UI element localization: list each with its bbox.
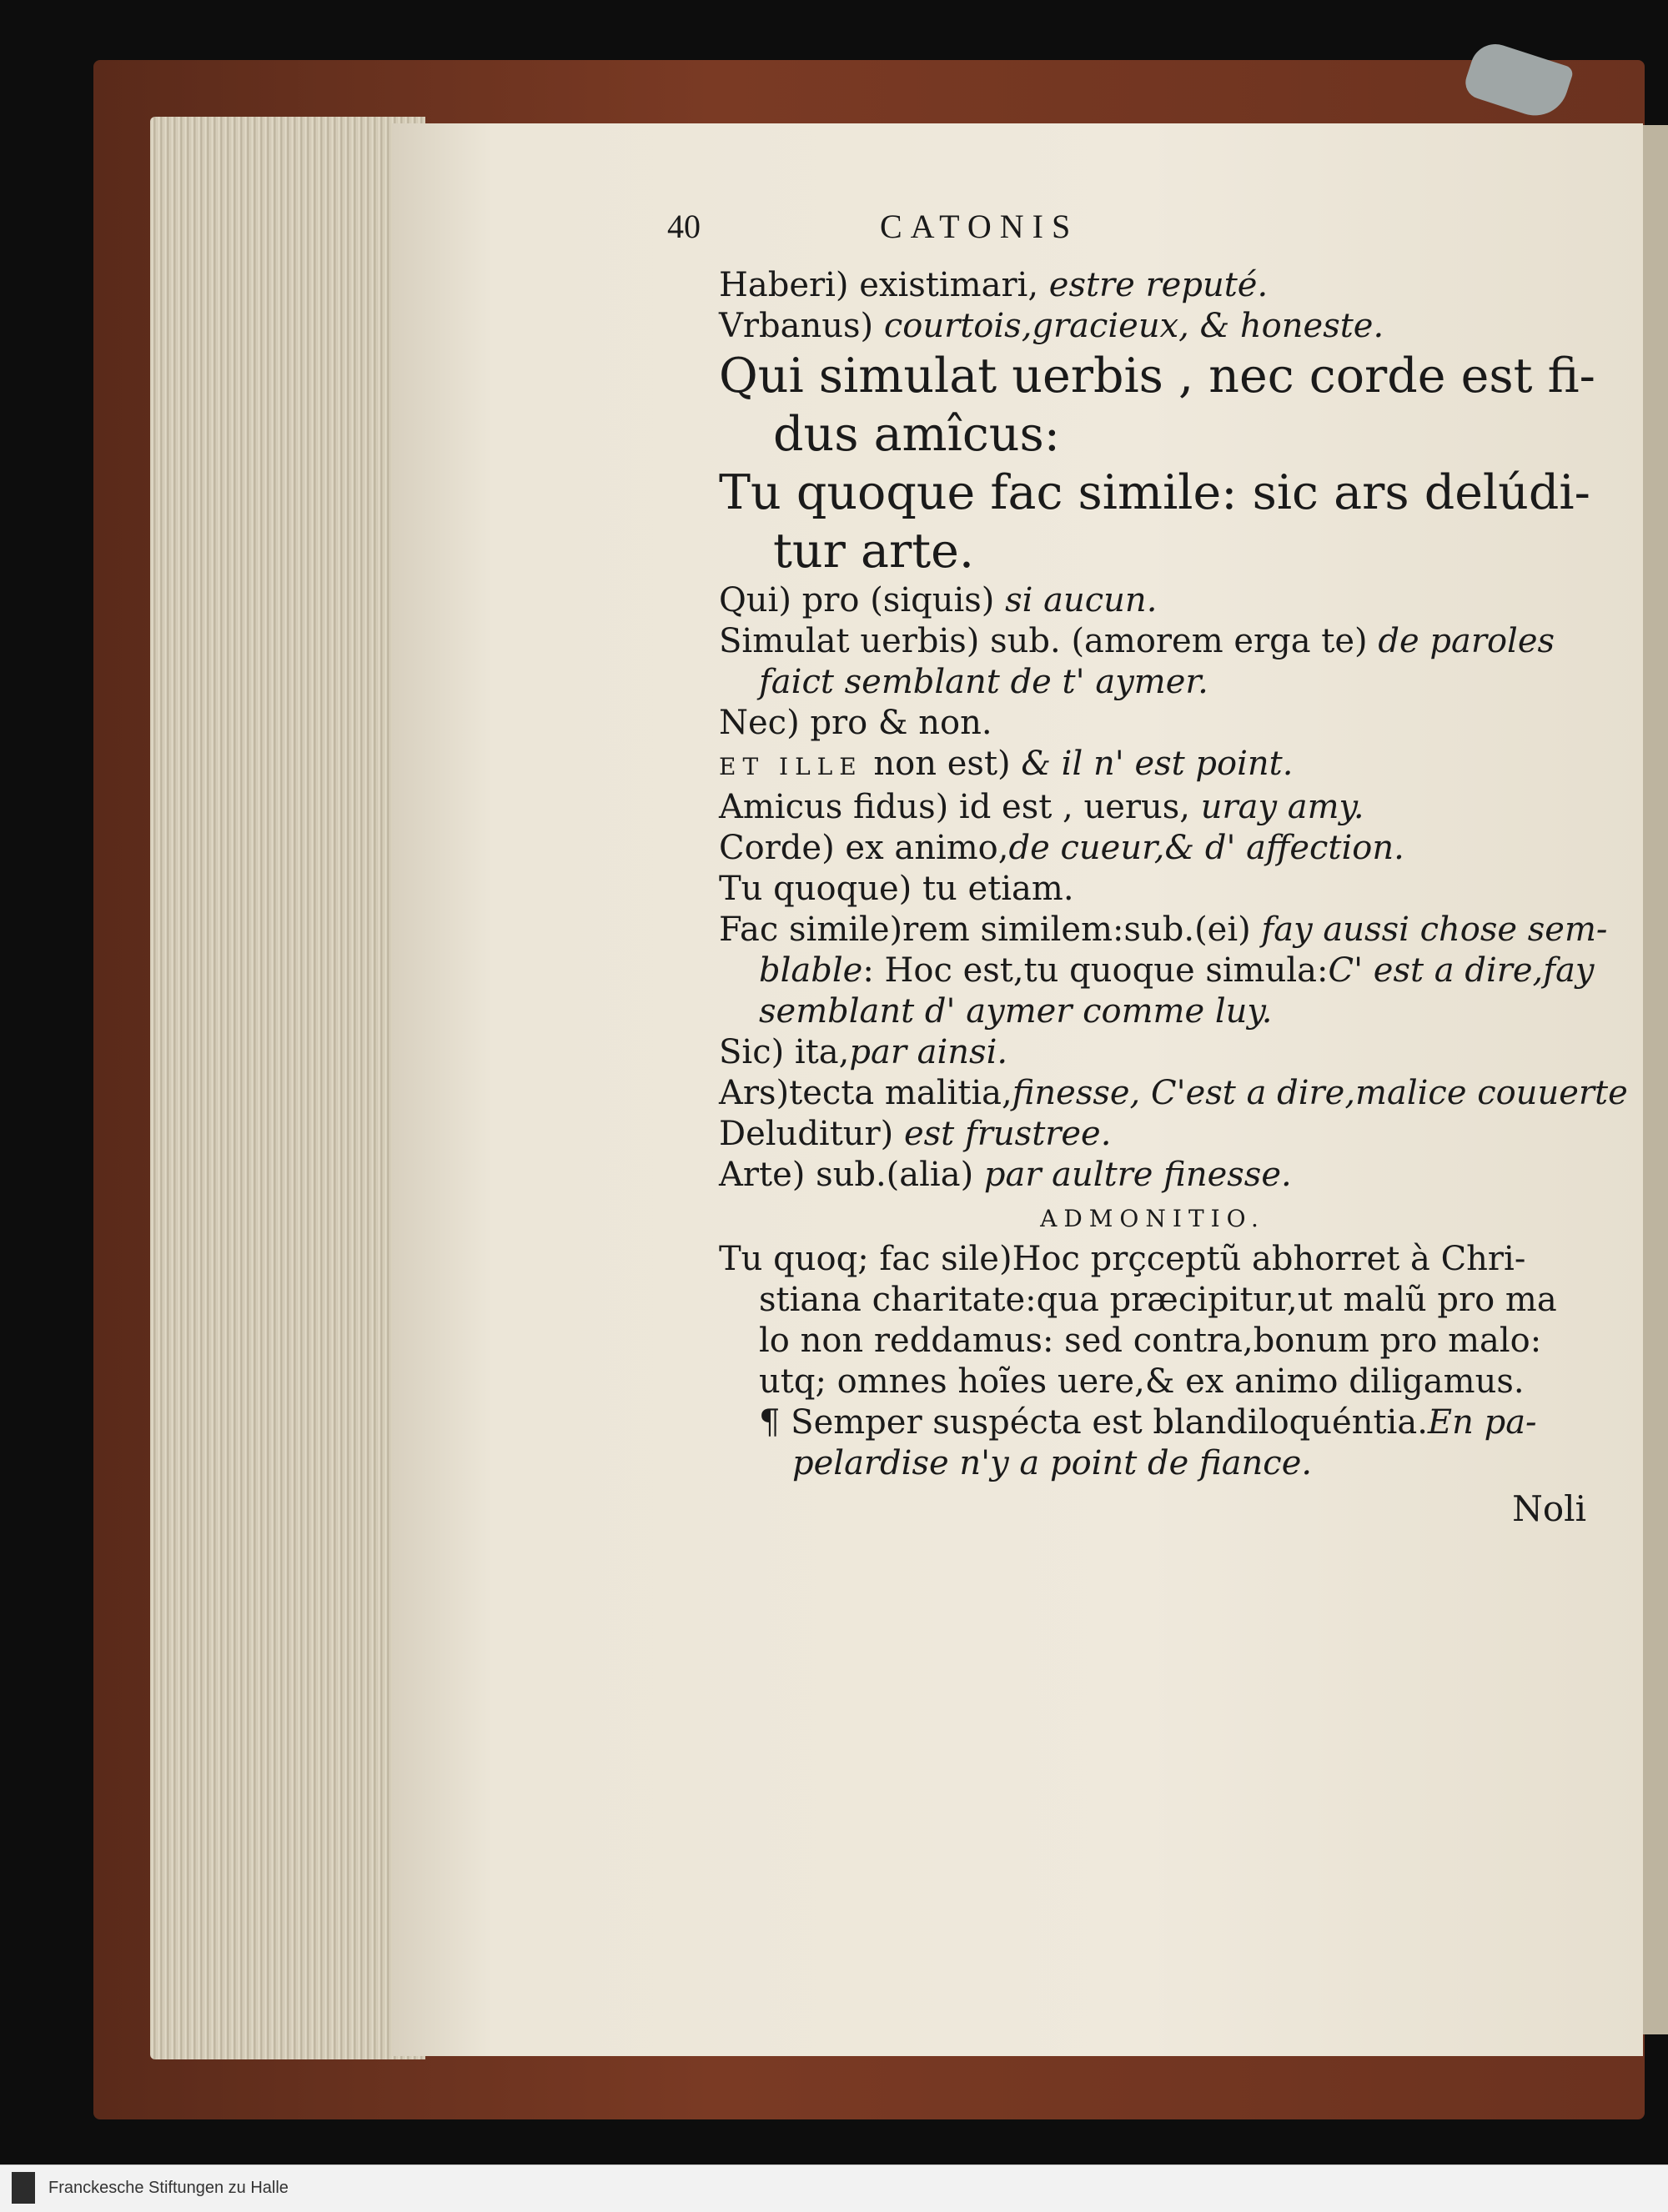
- text-run: utq; omnes hoĩes uere,& ex animo diligamus.: [759, 1362, 1525, 1401]
- text-line-g13: [719, 1073, 1628, 1114]
- text-run: Amicus fidus) id est , uerus,: [719, 788, 1201, 826]
- text-run: : Hoc est,tu quoque simula:: [862, 951, 1329, 990]
- text-run: & il n' est point.: [1021, 745, 1294, 783]
- footer-label: Franckesche Stiftungen zu Halle: [48, 2179, 289, 2197]
- text-run: Haberi) existimari,: [719, 266, 1049, 304]
- text-line-g12: [719, 1032, 1586, 1073]
- text-line-v4: [719, 522, 1586, 580]
- institution-logo-icon: [12, 2172, 35, 2204]
- text-run: fay aussi chose sem-: [1261, 910, 1608, 949]
- text-line-g6: [719, 787, 1586, 828]
- page-text: [719, 265, 1628, 1534]
- page-number: 40: [667, 208, 701, 245]
- text-run: courtois,gracieux, & honeste.: [883, 307, 1384, 345]
- text-run: stiana charitate:qua præcipitur,ut malũ pro ma: [759, 1281, 1557, 1319]
- text-line-v1: [719, 347, 1595, 405]
- text-run: par ainsi.: [849, 1033, 1008, 1071]
- text-line-g5: [719, 744, 1586, 787]
- text-run: Nec) pro & non.: [719, 704, 992, 742]
- text-run: si aucun.: [1005, 581, 1158, 619]
- text-run: Tu quoque) tu etiam.: [719, 870, 1074, 908]
- text-run: Simulat uerbis) sub. (amorem erga te): [719, 622, 1379, 660]
- running-title: CATONIS: [880, 208, 1079, 245]
- text-line-l2: [719, 306, 1586, 347]
- text-run: Fac simile)rem similem:sub.(ei): [719, 910, 1262, 949]
- text-line-v2: [719, 405, 1586, 464]
- text-run: ¶ Semper suspécta est blandiloquéntia.: [759, 1403, 1428, 1442]
- text-run: de cueur,& d' affection.: [1008, 829, 1404, 867]
- text-line-g7: [719, 828, 1586, 869]
- text-run: Deluditur): [719, 1115, 904, 1153]
- text-line-l1: [719, 265, 1586, 306]
- text-run: dus amîcus:: [773, 407, 1060, 462]
- text-line-g11: [719, 991, 1586, 1032]
- text-line-g15: [719, 1155, 1586, 1196]
- text-run: ET ILLE: [719, 753, 863, 780]
- text-line-a2: [719, 1280, 1586, 1321]
- text-run: semblant d' aymer comme luy.: [759, 992, 1273, 1031]
- text-run: est frustree.: [903, 1115, 1112, 1153]
- text-run: Arte) sub.(alia): [719, 1156, 984, 1194]
- text-run: tur arte.: [773, 524, 974, 579]
- text-run: Qui) pro (siquis): [719, 581, 1006, 619]
- text-run: Ars)tecta malitia,: [719, 1074, 1012, 1112]
- text-line-g10: [719, 951, 1595, 991]
- text-run: pelardise n'y a point de fiance.: [792, 1444, 1313, 1482]
- text-line-g3: [719, 662, 1586, 703]
- text-line-p2: [719, 1443, 1586, 1484]
- text-run: faict semblant de t' aymer.: [759, 663, 1208, 701]
- text-run: Tu quoq; fac sile)Hoc prçceptũ abhorret à Chri-: [719, 1240, 1526, 1278]
- text-run: Tu quoque fac simile: sic ars delúdi-: [719, 465, 1590, 520]
- text-run: par aultre finesse.: [983, 1156, 1292, 1194]
- text-run: de paroles: [1378, 622, 1555, 660]
- text-run: blable: [759, 951, 863, 990]
- text-run: finesse, C'est a dire,malice couuerte: [1012, 1074, 1628, 1112]
- text-line-g14: [719, 1114, 1586, 1155]
- text-run: Vrbanus): [719, 307, 884, 345]
- text-run: C' est a dire,fay: [1328, 951, 1595, 990]
- text-run: Corde) ex animo,: [719, 829, 1009, 867]
- catchword: Noli: [1512, 1488, 1586, 1529]
- text-run: ADMONITIO.: [1040, 1205, 1265, 1232]
- text-line-g9: [719, 910, 1608, 951]
- text-run: En pa-: [1427, 1403, 1537, 1442]
- text-line-a1: [719, 1239, 1586, 1280]
- text-line-h1: [719, 1196, 1586, 1239]
- text-run: uray amy.: [1200, 788, 1364, 826]
- text-run: lo non reddamus: sed contra,bonum pro malo:: [759, 1322, 1542, 1360]
- text-run: Qui simulat uerbis , nec corde est fi-: [719, 349, 1595, 404]
- text-line-g8: [719, 869, 1586, 910]
- text-run: Sic) ita,: [719, 1033, 850, 1071]
- viewer-footer: [0, 2164, 1668, 2212]
- text-line-g4: [719, 703, 1586, 744]
- text-run: estre reputé.: [1048, 266, 1269, 304]
- text-line-p1: [719, 1402, 1586, 1443]
- text-line-a4: [719, 1362, 1586, 1402]
- text-run: non est): [862, 745, 1022, 783]
- text-line-g2: [719, 621, 1586, 662]
- text-line-v3: [719, 464, 1590, 522]
- text-line-a3: [719, 1321, 1586, 1362]
- book-page-edges: [150, 117, 425, 2059]
- text-line-g1: [719, 580, 1586, 621]
